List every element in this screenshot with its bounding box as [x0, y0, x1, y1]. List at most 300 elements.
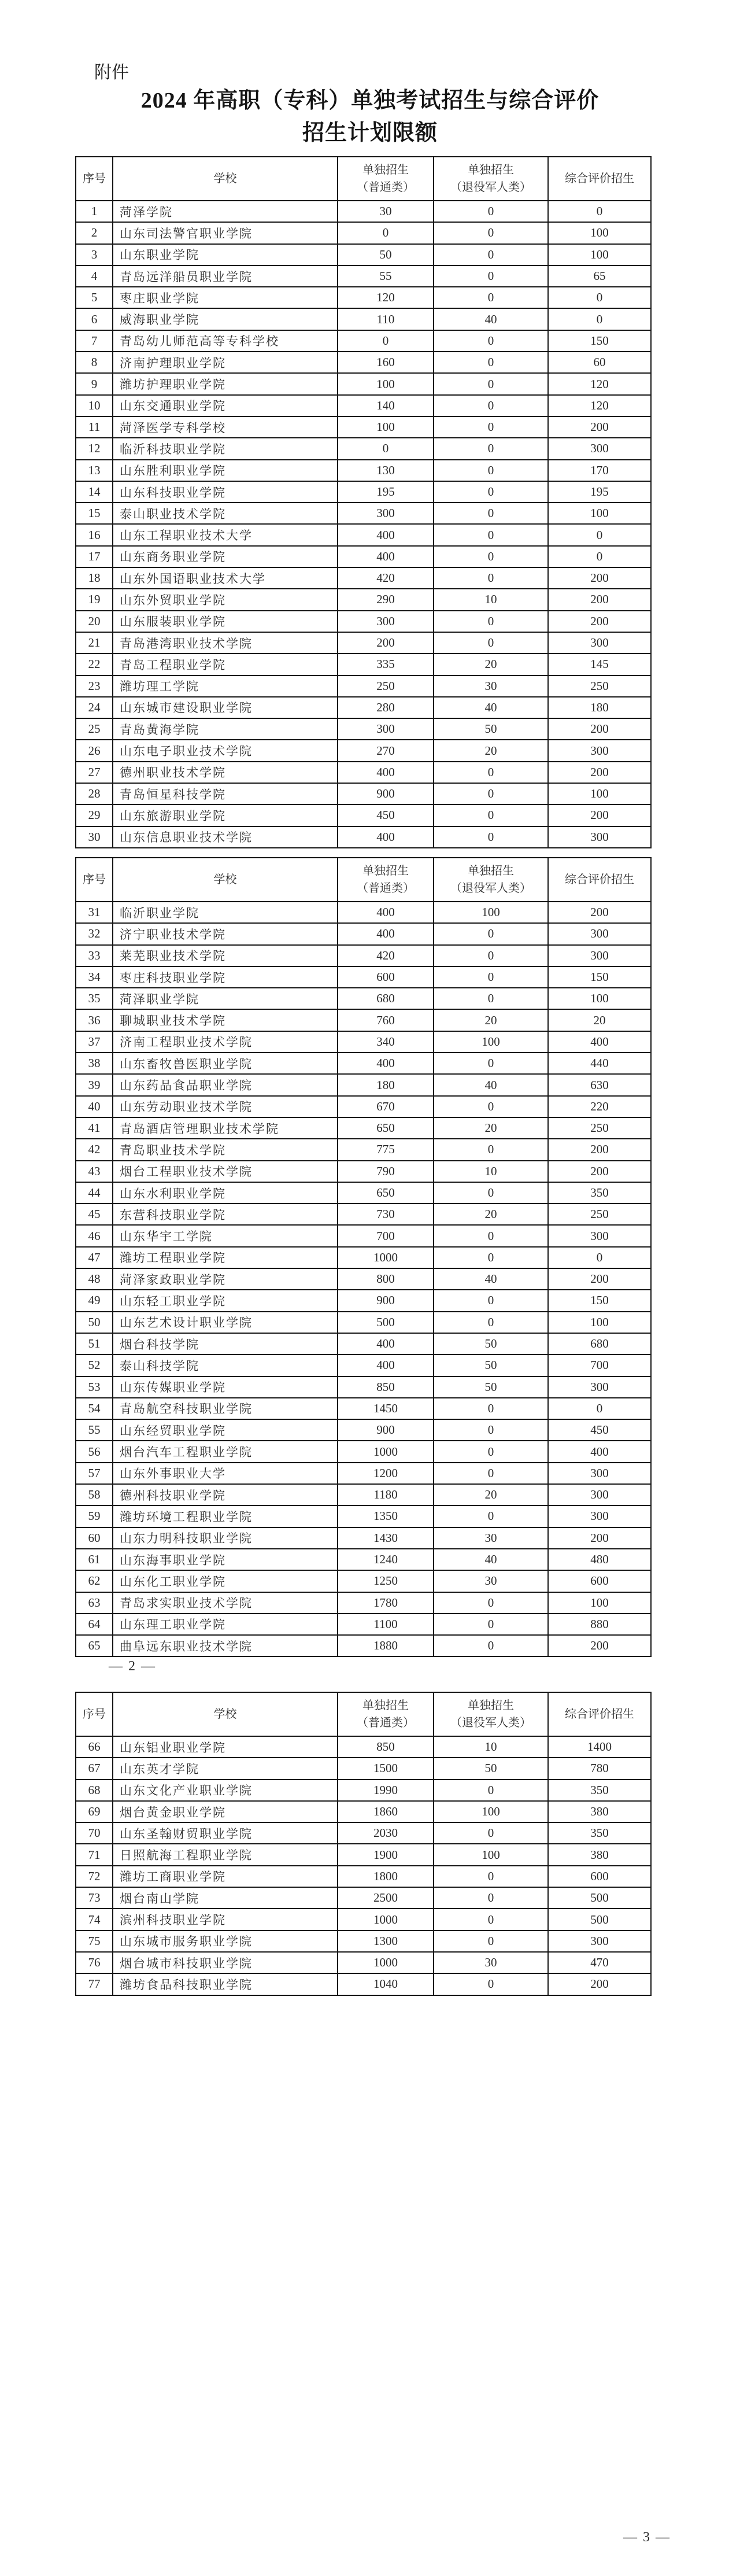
school-row [76, 1973, 651, 1995]
cell-comprehensive: 145 [548, 654, 651, 675]
cell-seq: 37 [76, 1031, 113, 1053]
school-row [76, 1096, 651, 1117]
cell-separate-general: 775 [338, 1139, 434, 1160]
cell-seq: 2 [76, 222, 113, 243]
cell-comprehensive: 0 [548, 287, 651, 308]
cell-comprehensive: 300 [548, 945, 651, 966]
cell-separate-veteran: 0 [434, 1463, 548, 1484]
attachment-label: 附件 [94, 63, 129, 82]
cell-separate-general: 900 [338, 1419, 434, 1441]
school-row [76, 1074, 651, 1095]
cell-seq: 31 [76, 902, 113, 923]
cell-school: 烟台工程职业技术学院 [113, 1161, 338, 1182]
cell-seq: 67 [76, 1758, 113, 1779]
cell-school: 烟台汽车工程职业学院 [113, 1441, 338, 1462]
cell-separate-veteran: 0 [434, 1398, 548, 1419]
school-row [76, 373, 651, 394]
cell-seq: 38 [76, 1053, 113, 1074]
school-row [76, 762, 651, 783]
school-row [76, 416, 651, 438]
cell-seq: 20 [76, 611, 113, 632]
cell-separate-veteran: 0 [434, 460, 548, 481]
cell-school: 青岛工程职业学院 [113, 654, 338, 675]
cell-separate-veteran: 100 [434, 1801, 548, 1822]
cell-separate-general: 0 [338, 222, 434, 243]
school-row [76, 287, 651, 308]
school-row [76, 1614, 651, 1635]
cell-school: 济南护理职业学院 [113, 352, 338, 373]
cell-school: 枣庄科技职业学院 [113, 966, 338, 988]
cell-seq: 42 [76, 1139, 113, 1160]
cell-seq: 61 [76, 1549, 113, 1570]
school-row [76, 1117, 651, 1139]
school-row [76, 1182, 651, 1204]
cell-school: 山东工程职业技术大学 [113, 524, 338, 545]
cell-comprehensive: 350 [548, 1780, 651, 1801]
school-row [76, 352, 651, 373]
cell-school: 山东外事职业大学 [113, 1463, 338, 1484]
cell-school: 山东化工职业学院 [113, 1570, 338, 1592]
col-header-separate-veteran: 单独招生 （退役军人类） [434, 1692, 548, 1736]
col-header-separate-general: 单独招生 （普通类） [338, 157, 434, 201]
cell-seq: 40 [76, 1096, 113, 1117]
cell-separate-general: 1990 [338, 1780, 434, 1801]
cell-comprehensive: 300 [548, 438, 651, 459]
cell-comprehensive: 0 [548, 546, 651, 567]
cell-school: 山东外贸职业学院 [113, 589, 338, 610]
cell-seq: 3 [76, 244, 113, 265]
cell-seq: 46 [76, 1225, 113, 1246]
cell-school: 东营科技职业学院 [113, 1204, 338, 1225]
col-header-comprehensive: 综合评价招生 [548, 858, 651, 902]
cell-school: 潍坊理工学院 [113, 676, 338, 697]
school-row [76, 395, 651, 416]
cell-separate-veteran: 0 [434, 438, 548, 459]
cell-comprehensive: 1400 [548, 1736, 651, 1758]
cell-separate-general: 250 [338, 676, 434, 697]
cell-school: 潍坊工程职业学院 [113, 1247, 338, 1268]
cell-separate-general: 280 [338, 697, 434, 718]
cell-separate-veteran: 0 [434, 611, 548, 632]
cell-separate-general: 180 [338, 1074, 434, 1095]
cell-comprehensive: 200 [548, 567, 651, 589]
cell-school: 聊城职业技术学院 [113, 1009, 338, 1031]
cell-school: 山东铝业职业学院 [113, 1736, 338, 1758]
cell-separate-veteran: 30 [434, 676, 548, 697]
cell-comprehensive: 500 [548, 1887, 651, 1909]
cell-comprehensive: 150 [548, 330, 651, 352]
cell-separate-veteran: 0 [434, 966, 548, 988]
cell-comprehensive: 100 [548, 988, 651, 1009]
cell-comprehensive: 300 [548, 1463, 651, 1484]
cell-school: 潍坊食品科技职业学院 [113, 1973, 338, 1995]
cell-school: 泰山职业技术学院 [113, 503, 338, 524]
cell-comprehensive: 200 [548, 1527, 651, 1549]
school-row [76, 589, 651, 610]
cell-seq: 32 [76, 923, 113, 944]
col-header-separate-veteran: 单独招生 （退役军人类） [434, 157, 548, 201]
cell-comprehensive: 470 [548, 1952, 651, 1973]
cell-seq: 64 [76, 1614, 113, 1635]
cell-school: 青岛远洋船员职业学院 [113, 265, 338, 287]
cell-seq: 34 [76, 966, 113, 988]
school-row [76, 1931, 651, 1952]
cell-separate-veteran: 0 [434, 632, 548, 654]
cell-comprehensive: 120 [548, 373, 651, 394]
cell-separate-veteran: 0 [434, 1614, 548, 1635]
cell-separate-veteran: 0 [434, 1139, 548, 1160]
cell-school: 青岛黄海学院 [113, 718, 338, 740]
cell-comprehensive: 220 [548, 1096, 651, 1117]
school-row [76, 1290, 651, 1311]
cell-separate-general: 120 [338, 287, 434, 308]
cell-separate-general: 680 [338, 988, 434, 1009]
cell-separate-general: 1880 [338, 1635, 434, 1656]
cell-separate-veteran: 0 [434, 1592, 548, 1614]
cell-comprehensive: 250 [548, 676, 651, 697]
cell-comprehensive: 100 [548, 783, 651, 804]
cell-separate-general: 400 [338, 546, 434, 567]
cell-separate-general: 270 [338, 740, 434, 761]
cell-separate-veteran: 0 [434, 1053, 548, 1074]
cell-school: 山东外国语职业技术大学 [113, 567, 338, 589]
cell-separate-general: 50 [338, 244, 434, 265]
cell-school: 山东劳动职业技术学院 [113, 1096, 338, 1117]
cell-separate-veteran: 0 [434, 1973, 548, 1995]
cell-seq: 35 [76, 988, 113, 1009]
school-row [76, 1952, 651, 1973]
cell-comprehensive: 200 [548, 762, 651, 783]
cell-seq: 9 [76, 373, 113, 394]
cell-comprehensive: 200 [548, 902, 651, 923]
cell-separate-general: 290 [338, 589, 434, 610]
cell-separate-general: 1300 [338, 1931, 434, 1952]
cell-school: 潍坊护理职业学院 [113, 373, 338, 394]
cell-separate-veteran: 50 [434, 1355, 548, 1376]
cell-separate-general: 1180 [338, 1484, 434, 1505]
cell-comprehensive: 400 [548, 1031, 651, 1053]
cell-separate-veteran: 20 [434, 1204, 548, 1225]
cell-seq: 16 [76, 524, 113, 545]
cell-seq: 63 [76, 1592, 113, 1614]
cell-comprehensive: 380 [548, 1844, 651, 1865]
cell-school: 山东力明科技职业学院 [113, 1527, 338, 1549]
cell-comprehensive: 200 [548, 1268, 651, 1290]
cell-separate-veteran: 0 [434, 330, 548, 352]
cell-separate-general: 400 [338, 1355, 434, 1376]
cell-school: 青岛幼儿师范高等专科学校 [113, 330, 338, 352]
cell-seq: 21 [76, 632, 113, 654]
cell-school: 山东胜利职业学院 [113, 460, 338, 481]
col-header-seq: 序号 [76, 157, 113, 201]
cell-seq: 29 [76, 804, 113, 826]
cell-seq: 8 [76, 352, 113, 373]
col-header-seq: 序号 [76, 858, 113, 902]
title-line-1: 2024 年高职（专科）单独考试招生与综合评价 [140, 88, 600, 113]
cell-school: 山东电子职业技术学院 [113, 740, 338, 761]
school-row [76, 1635, 651, 1656]
cell-seq: 52 [76, 1355, 113, 1376]
cell-seq: 11 [76, 416, 113, 438]
cell-seq: 6 [76, 308, 113, 330]
school-row [76, 1333, 651, 1355]
cell-comprehensive: 500 [548, 1909, 651, 1930]
cell-separate-veteran: 50 [434, 1376, 548, 1398]
cell-school: 山东圣翰财贸职业学院 [113, 1822, 338, 1844]
school-row [76, 1909, 651, 1930]
col-header-school: 学校 [113, 858, 338, 902]
cell-comprehensive: 200 [548, 1161, 651, 1182]
cell-separate-general: 500 [338, 1312, 434, 1333]
cell-separate-general: 1200 [338, 1463, 434, 1484]
cell-separate-veteran: 0 [434, 826, 548, 848]
cell-separate-veteran: 0 [434, 416, 548, 438]
cell-seq: 23 [76, 676, 113, 697]
cell-separate-veteran: 20 [434, 1009, 548, 1031]
cell-school: 青岛恒星科技学院 [113, 783, 338, 804]
cell-separate-general: 0 [338, 438, 434, 459]
cell-seq: 72 [76, 1866, 113, 1887]
cell-school: 山东传媒职业学院 [113, 1376, 338, 1398]
cell-separate-general: 1500 [338, 1758, 434, 1779]
cell-separate-general: 1800 [338, 1866, 434, 1887]
col-header-comprehensive: 综合评价招生 [548, 1692, 651, 1736]
cell-separate-veteran: 0 [434, 1822, 548, 1844]
cell-separate-veteran: 0 [434, 481, 548, 503]
school-row [76, 222, 651, 243]
cell-separate-veteran: 40 [434, 1549, 548, 1570]
cell-separate-general: 110 [338, 308, 434, 330]
school-row [76, 1441, 651, 1462]
cell-separate-veteran: 0 [434, 1505, 548, 1527]
school-row [76, 1549, 651, 1570]
cell-comprehensive: 480 [548, 1549, 651, 1570]
cell-school: 烟台黄金职业学院 [113, 1801, 338, 1822]
cell-separate-general: 1000 [338, 1952, 434, 1973]
cell-separate-general: 1350 [338, 1505, 434, 1527]
cell-separate-veteran: 0 [434, 244, 548, 265]
cell-seq: 33 [76, 945, 113, 966]
cell-separate-general: 300 [338, 718, 434, 740]
school-row [76, 1247, 651, 1268]
cell-separate-veteran: 10 [434, 1161, 548, 1182]
cell-separate-general: 55 [338, 265, 434, 287]
cell-comprehensive: 300 [548, 923, 651, 944]
col-header-comprehensive: 综合评价招生 [548, 157, 651, 201]
cell-separate-general: 100 [338, 373, 434, 394]
cell-separate-veteran: 0 [434, 783, 548, 804]
school-row [76, 1419, 651, 1441]
cell-school: 滨州科技职业学院 [113, 1909, 338, 1930]
cell-seq: 4 [76, 265, 113, 287]
cell-seq: 66 [76, 1736, 113, 1758]
cell-comprehensive: 0 [548, 1247, 651, 1268]
cell-separate-general: 400 [338, 524, 434, 545]
cell-seq: 47 [76, 1247, 113, 1268]
cell-school: 山东畜牧兽医职业学院 [113, 1053, 338, 1074]
cell-school: 山东文化产业职业学院 [113, 1780, 338, 1801]
cell-separate-veteran: 0 [434, 762, 548, 783]
cell-separate-general: 730 [338, 1204, 434, 1225]
cell-comprehensive: 350 [548, 1182, 651, 1204]
cell-separate-general: 1000 [338, 1247, 434, 1268]
school-row [76, 945, 651, 966]
cell-seq: 22 [76, 654, 113, 675]
school-row [76, 966, 651, 988]
cell-separate-veteran: 0 [434, 1866, 548, 1887]
cell-seq: 48 [76, 1268, 113, 1290]
cell-school: 青岛港湾职业技术学院 [113, 632, 338, 654]
cell-comprehensive: 20 [548, 1009, 651, 1031]
cell-school: 青岛职业技术学院 [113, 1139, 338, 1160]
cell-separate-general: 1240 [338, 1549, 434, 1570]
cell-school: 山东城市服务职业学院 [113, 1931, 338, 1952]
cell-separate-general: 790 [338, 1161, 434, 1182]
school-row [76, 438, 651, 459]
cell-seq: 15 [76, 503, 113, 524]
cell-separate-veteran: 0 [434, 1182, 548, 1204]
school-row [76, 1758, 651, 1779]
cell-separate-veteran: 0 [434, 804, 548, 826]
cell-comprehensive: 440 [548, 1053, 651, 1074]
cell-separate-general: 900 [338, 1290, 434, 1311]
school-row [76, 1312, 651, 1333]
cell-separate-general: 300 [338, 611, 434, 632]
school-row [76, 308, 651, 330]
school-row [76, 1736, 651, 1758]
cell-school: 菏泽学院 [113, 201, 338, 222]
cell-seq: 44 [76, 1182, 113, 1204]
cell-seq: 65 [76, 1635, 113, 1656]
school-row [76, 1031, 651, 1053]
cell-separate-veteran: 0 [434, 1312, 548, 1333]
school-row [76, 923, 651, 944]
page-3-number: — 3 — [623, 2530, 671, 2545]
cell-separate-veteran: 50 [434, 1758, 548, 1779]
cell-seq: 70 [76, 1822, 113, 1844]
page-2-number: — 2 — [109, 1659, 156, 1674]
cell-separate-veteran: 30 [434, 1570, 548, 1592]
cell-school: 山东轻工职业学院 [113, 1290, 338, 1311]
cell-separate-general: 1780 [338, 1592, 434, 1614]
school-row [76, 1844, 651, 1865]
cell-seq: 75 [76, 1931, 113, 1952]
school-row [76, 826, 651, 848]
cell-school: 菏泽家政职业学院 [113, 1268, 338, 1290]
cell-separate-veteran: 50 [434, 718, 548, 740]
cell-school: 山东海事职业学院 [113, 1549, 338, 1570]
cell-comprehensive: 680 [548, 1333, 651, 1355]
cell-separate-veteran: 0 [434, 265, 548, 287]
cell-comprehensive: 300 [548, 826, 651, 848]
cell-school: 烟台科技学院 [113, 1333, 338, 1355]
cell-separate-general: 140 [338, 395, 434, 416]
school-row [76, 1570, 651, 1592]
school-row [76, 1505, 651, 1527]
cell-seq: 13 [76, 460, 113, 481]
cell-seq: 18 [76, 567, 113, 589]
cell-school: 德州职业技术学院 [113, 762, 338, 783]
cell-school: 山东艺术设计职业学院 [113, 1312, 338, 1333]
cell-seq: 55 [76, 1419, 113, 1441]
cell-separate-general: 1040 [338, 1973, 434, 1995]
cell-comprehensive: 380 [548, 1801, 651, 1822]
cell-comprehensive: 300 [548, 1376, 651, 1398]
cell-separate-general: 400 [338, 902, 434, 923]
cell-separate-general: 1250 [338, 1570, 434, 1592]
cell-seq: 51 [76, 1333, 113, 1355]
quota-table-page2 [75, 857, 652, 1657]
school-row [76, 1053, 651, 1074]
cell-comprehensive: 200 [548, 804, 651, 826]
cell-seq: 49 [76, 1290, 113, 1311]
header-row [76, 1692, 651, 1736]
cell-separate-general: 100 [338, 416, 434, 438]
school-row [76, 1268, 651, 1290]
cell-school: 济宁职业技术学院 [113, 923, 338, 944]
cell-school: 山东经贸职业学院 [113, 1419, 338, 1441]
cell-school: 日照航海工程职业学院 [113, 1844, 338, 1865]
cell-comprehensive: 150 [548, 966, 651, 988]
quota-table-page3 [75, 1692, 652, 1996]
cell-school: 临沂职业学院 [113, 902, 338, 923]
cell-separate-veteran: 30 [434, 1527, 548, 1549]
cell-separate-veteran: 100 [434, 902, 548, 923]
header-row [76, 157, 651, 201]
cell-seq: 76 [76, 1952, 113, 1973]
cell-comprehensive: 180 [548, 697, 651, 718]
school-row [76, 1592, 651, 1614]
cell-separate-veteran: 0 [434, 524, 548, 545]
cell-comprehensive: 65 [548, 265, 651, 287]
cell-separate-veteran: 0 [434, 1909, 548, 1930]
school-row [76, 1376, 651, 1398]
cell-separate-general: 420 [338, 945, 434, 966]
school-row [76, 265, 651, 287]
cell-comprehensive: 300 [548, 1505, 651, 1527]
cell-separate-veteran: 0 [434, 1635, 548, 1656]
cell-seq: 41 [76, 1117, 113, 1139]
cell-school: 山东商务职业学院 [113, 546, 338, 567]
school-row [76, 1780, 651, 1801]
cell-comprehensive: 300 [548, 1225, 651, 1246]
school-row [76, 1225, 651, 1246]
cell-school: 莱芜职业技术学院 [113, 945, 338, 966]
cell-separate-veteran: 50 [434, 1333, 548, 1355]
school-row [76, 676, 651, 697]
cell-comprehensive: 200 [548, 1973, 651, 1995]
school-row [76, 244, 651, 265]
cell-seq: 54 [76, 1398, 113, 1419]
cell-comprehensive: 0 [548, 201, 651, 222]
cell-separate-veteran: 20 [434, 654, 548, 675]
cell-comprehensive: 200 [548, 416, 651, 438]
cell-school: 山东理工职业学院 [113, 1614, 338, 1635]
cell-school: 菏泽医学专科学校 [113, 416, 338, 438]
cell-seq: 24 [76, 697, 113, 718]
cell-separate-veteran: 10 [434, 589, 548, 610]
cell-separate-veteran: 0 [434, 1780, 548, 1801]
cell-separate-general: 130 [338, 460, 434, 481]
cell-school: 山东服装职业学院 [113, 611, 338, 632]
cell-school: 烟台城市科技职业学院 [113, 1952, 338, 1973]
cell-separate-general: 700 [338, 1225, 434, 1246]
cell-seq: 69 [76, 1801, 113, 1822]
cell-comprehensive: 0 [548, 524, 651, 545]
cell-separate-general: 420 [338, 567, 434, 589]
school-row [76, 524, 651, 545]
cell-comprehensive: 120 [548, 395, 651, 416]
